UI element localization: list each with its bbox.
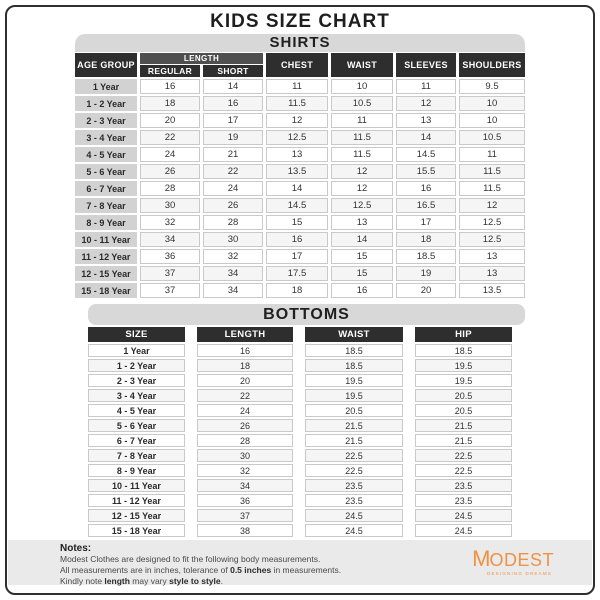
row-label-cell: 1 - 2 Year <box>88 359 185 372</box>
shirts-table-body <box>75 79 525 298</box>
value-cell: 13 <box>459 266 525 281</box>
shirts-section-title: SHIRTS <box>75 34 525 52</box>
value-cell: 12 <box>396 96 456 111</box>
value-cell: 16 <box>331 283 393 298</box>
bottoms-header-length: LENGTH <box>197 327 293 342</box>
value-cell: 36 <box>140 249 200 264</box>
value-cell: 12 <box>459 198 525 213</box>
value-cell: 16 <box>203 96 263 111</box>
value-cell: 11.5 <box>331 147 393 162</box>
notes-line-2: All measurements are in inches, tolerance of 0.5 inches in measurements. <box>60 564 342 575</box>
value-cell: 34 <box>203 266 263 281</box>
bottoms-header-size: SIZE <box>88 327 185 342</box>
value-cell: 28 <box>140 181 200 196</box>
row-label-cell: 1 Year <box>88 344 185 357</box>
value-cell: 37 <box>140 283 200 298</box>
value-cell: 32 <box>140 215 200 230</box>
value-cell: 32 <box>197 464 293 477</box>
value-cell: 28 <box>197 434 293 447</box>
value-cell: 16 <box>197 344 293 357</box>
shirts-header-short: SHORT <box>203 65 263 77</box>
value-cell: 12 <box>331 164 393 179</box>
value-cell: 19.5 <box>305 389 403 402</box>
bottoms-section-title: BOTTOMS <box>88 304 525 325</box>
value-cell: 22 <box>197 389 293 402</box>
value-cell: 23.5 <box>415 494 512 507</box>
value-cell: 22 <box>203 164 263 179</box>
row-label-cell: 15 - 18 Year <box>88 524 185 537</box>
value-cell: 20.5 <box>415 404 512 417</box>
notes-line-3: Kindly note length may vary style to style. <box>60 575 223 586</box>
value-cell: 14 <box>396 130 456 145</box>
value-cell: 19.5 <box>415 374 512 387</box>
value-cell: 17 <box>266 249 328 264</box>
value-cell: 14 <box>266 181 328 196</box>
value-cell: 20 <box>396 283 456 298</box>
shirts-header-sleeves: SLEEVES <box>396 53 456 77</box>
value-cell: 23.5 <box>305 479 403 492</box>
row-label-cell: 15 - 18 Year <box>75 283 137 298</box>
value-cell: 10 <box>459 113 525 128</box>
value-cell: 13 <box>331 215 393 230</box>
shirts-header-row <box>75 53 525 77</box>
value-cell: 11.5 <box>331 130 393 145</box>
value-cell: 14 <box>331 232 393 247</box>
value-cell: 10.5 <box>331 96 393 111</box>
row-label-cell: 2 - 3 Year <box>75 113 137 128</box>
value-cell: 11 <box>459 147 525 162</box>
value-cell: 11.5 <box>459 164 525 179</box>
value-cell: 16.5 <box>396 198 456 213</box>
row-label-cell: 8 - 9 Year <box>88 464 185 477</box>
value-cell: 38 <box>197 524 293 537</box>
row-label-cell: 3 - 4 Year <box>88 389 185 402</box>
value-cell: 11 <box>331 113 393 128</box>
value-cell: 17 <box>396 215 456 230</box>
value-cell: 14 <box>203 79 263 94</box>
row-label-cell: 7 - 8 Year <box>75 198 137 213</box>
value-cell: 24 <box>203 181 263 196</box>
notes-strip <box>8 540 592 585</box>
value-cell: 19 <box>203 130 263 145</box>
value-cell: 22 <box>140 130 200 145</box>
value-cell: 20.5 <box>415 389 512 402</box>
value-cell: 12 <box>331 181 393 196</box>
value-cell: 21.5 <box>305 434 403 447</box>
value-cell: 11.5 <box>459 181 525 196</box>
shirts-header-waist: WAIST <box>331 53 393 77</box>
value-cell: 10.5 <box>459 130 525 145</box>
value-cell: 14.5 <box>266 198 328 213</box>
value-cell: 18 <box>266 283 328 298</box>
value-cell: 17 <box>203 113 263 128</box>
value-cell: 15.5 <box>396 164 456 179</box>
page-title: KIDS SIZE CHART <box>210 11 390 32</box>
shirts-header-age-group: AGE GROUP <box>75 53 137 77</box>
shirts-header-length-group <box>140 53 263 77</box>
bottoms-table-body <box>88 344 525 537</box>
bottoms-header-waist: WAIST <box>305 327 403 342</box>
modest-logo-tagline: DESIGNING DREAMS <box>487 571 552 576</box>
row-label-cell: 5 - 6 Year <box>75 164 137 179</box>
row-label-cell: 5 - 6 Year <box>88 419 185 432</box>
shirts-header-chest: CHEST <box>266 53 328 77</box>
bottoms-section <box>88 304 525 537</box>
value-cell: 24 <box>140 147 200 162</box>
value-cell: 14.5 <box>396 147 456 162</box>
shirts-header-length: LENGTH <box>140 53 263 64</box>
value-cell: 18.5 <box>415 344 512 357</box>
value-cell: 24.5 <box>305 509 403 522</box>
value-cell: 13 <box>396 113 456 128</box>
value-cell: 21 <box>203 147 263 162</box>
value-cell: 36 <box>197 494 293 507</box>
shirts-section <box>75 34 525 298</box>
value-cell: 13 <box>266 147 328 162</box>
row-label-cell: 10 - 11 Year <box>88 479 185 492</box>
row-label-cell: 10 - 11 Year <box>75 232 137 247</box>
row-label-cell: 8 - 9 Year <box>75 215 137 230</box>
value-cell: 16 <box>396 181 456 196</box>
bottoms-header-hip: HIP <box>415 327 512 342</box>
row-label-cell: 12 - 15 Year <box>88 509 185 522</box>
value-cell: 18 <box>140 96 200 111</box>
value-cell: 30 <box>203 232 263 247</box>
value-cell: 19.5 <box>415 359 512 372</box>
modest-logo-monogram: M <box>472 546 490 571</box>
notes-line-1: Modest Clothes are designed to fit the following body measurements. <box>60 554 321 564</box>
value-cell: 22.5 <box>305 464 403 477</box>
row-label-cell: 11 - 12 Year <box>88 494 185 507</box>
row-label-cell: 6 - 7 Year <box>88 434 185 447</box>
value-cell: 10 <box>331 79 393 94</box>
notes-heading: Notes: <box>60 543 92 554</box>
row-label-cell: 7 - 8 Year <box>88 449 185 462</box>
value-cell: 24.5 <box>415 509 512 522</box>
shirts-header-shoulders: SHOULDERS <box>459 53 525 77</box>
value-cell: 37 <box>197 509 293 522</box>
shirts-header-length-sub <box>140 65 263 77</box>
value-cell: 10 <box>459 96 525 111</box>
value-cell: 26 <box>197 419 293 432</box>
value-cell: 26 <box>140 164 200 179</box>
value-cell: 22.5 <box>415 449 512 462</box>
value-cell: 15 <box>331 249 393 264</box>
value-cell: 20 <box>140 113 200 128</box>
value-cell: 22.5 <box>415 464 512 477</box>
value-cell: 30 <box>140 198 200 213</box>
shirts-header-regular: REGULAR <box>140 65 200 77</box>
value-cell: 18.5 <box>305 344 403 357</box>
value-cell: 30 <box>197 449 293 462</box>
notes-block <box>60 543 341 587</box>
value-cell: 11 <box>266 79 328 94</box>
value-cell: 34 <box>140 232 200 247</box>
value-cell: 18.5 <box>305 359 403 372</box>
value-cell: 19.5 <box>305 374 403 387</box>
row-label-cell: 12 - 15 Year <box>75 266 137 281</box>
row-label-cell: 2 - 3 Year <box>88 374 185 387</box>
value-cell: 22.5 <box>305 449 403 462</box>
value-cell: 18.5 <box>396 249 456 264</box>
value-cell: 21.5 <box>415 419 512 432</box>
value-cell: 24.5 <box>415 524 512 537</box>
value-cell: 13.5 <box>459 283 525 298</box>
value-cell: 28 <box>203 215 263 230</box>
value-cell: 24 <box>197 404 293 417</box>
modest-logo-wordmark: MODEST <box>472 546 554 571</box>
value-cell: 23.5 <box>305 494 403 507</box>
value-cell: 16 <box>140 79 200 94</box>
modest-logo <box>472 548 554 576</box>
value-cell: 20 <box>197 374 293 387</box>
value-cell: 26 <box>203 198 263 213</box>
value-cell: 15 <box>331 266 393 281</box>
value-cell: 13.5 <box>266 164 328 179</box>
value-cell: 12 <box>266 113 328 128</box>
value-cell: 16 <box>266 232 328 247</box>
value-cell: 11 <box>396 79 456 94</box>
value-cell: 18 <box>197 359 293 372</box>
value-cell: 15 <box>266 215 328 230</box>
value-cell: 21.5 <box>415 434 512 447</box>
value-cell: 11.5 <box>266 96 328 111</box>
value-cell: 18 <box>396 232 456 247</box>
value-cell: 24.5 <box>305 524 403 537</box>
value-cell: 34 <box>203 283 263 298</box>
value-cell: 20.5 <box>305 404 403 417</box>
bottoms-header-row <box>88 327 525 342</box>
value-cell: 37 <box>140 266 200 281</box>
value-cell: 13 <box>459 249 525 264</box>
row-label-cell: 6 - 7 Year <box>75 181 137 196</box>
value-cell: 34 <box>197 479 293 492</box>
row-label-cell: 11 - 12 Year <box>75 249 137 264</box>
row-label-cell: 1 Year <box>75 79 137 94</box>
value-cell: 12.5 <box>331 198 393 213</box>
row-label-cell: 3 - 4 Year <box>75 130 137 145</box>
value-cell: 12.5 <box>459 232 525 247</box>
value-cell: 9.5 <box>459 79 525 94</box>
value-cell: 19 <box>396 266 456 281</box>
value-cell: 12.5 <box>459 215 525 230</box>
value-cell: 21.5 <box>305 419 403 432</box>
value-cell: 17.5 <box>266 266 328 281</box>
row-label-cell: 1 - 2 Year <box>75 96 137 111</box>
value-cell: 32 <box>203 249 263 264</box>
row-label-cell: 4 - 5 Year <box>75 147 137 162</box>
value-cell: 23.5 <box>415 479 512 492</box>
row-label-cell: 4 - 5 Year <box>88 404 185 417</box>
value-cell: 12.5 <box>266 130 328 145</box>
